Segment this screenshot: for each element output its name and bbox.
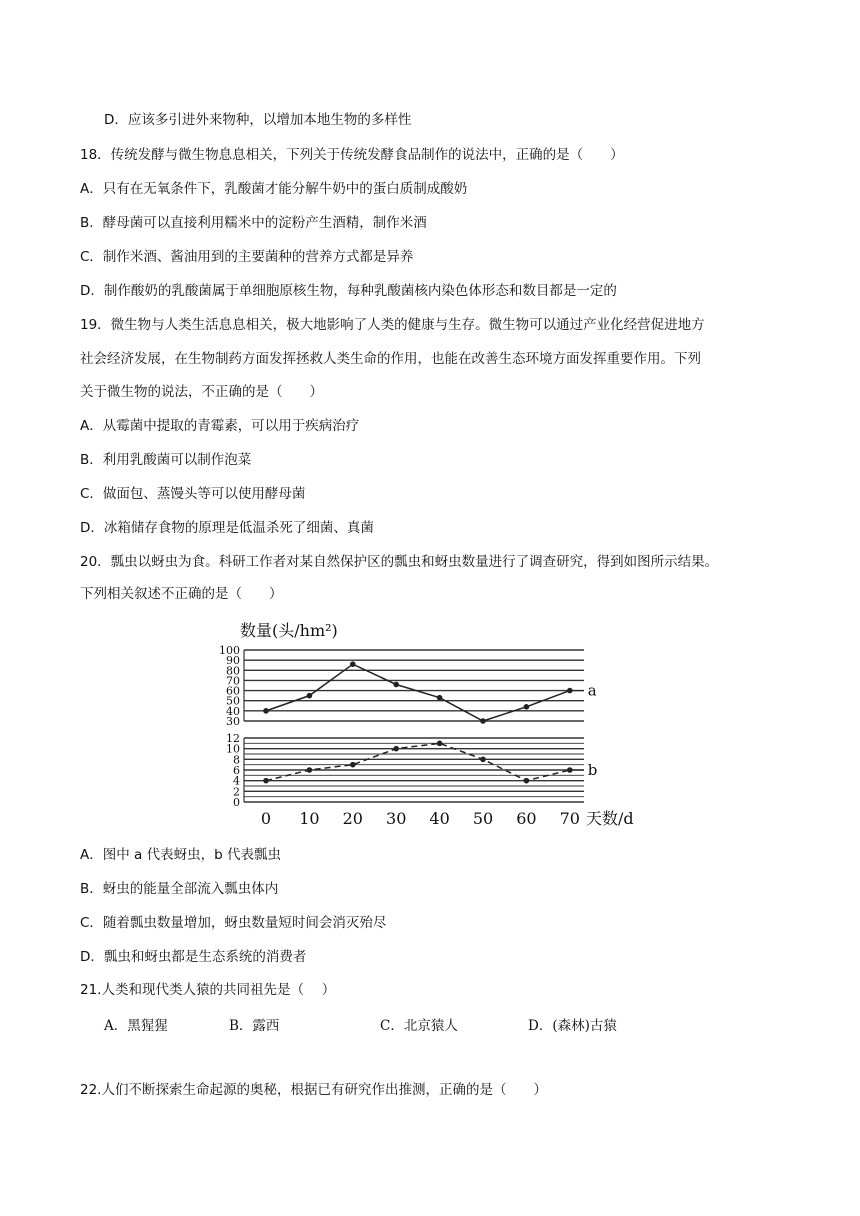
data-point-a: [263, 708, 269, 714]
data-point-a: [350, 661, 356, 667]
data-point-b: [524, 778, 530, 784]
y-tick-label-upper: 60: [226, 684, 240, 698]
chart-x-axis-label: 天数/d: [586, 809, 634, 828]
q18-option-b: B．酵母菌可以直接利用糯米中的淀粉产生酒精，制作米酒: [80, 215, 427, 231]
x-tick-label: 70: [559, 809, 580, 828]
q21-options-row: [0, 1014, 860, 1034]
chart-svg: [214, 618, 646, 832]
q20-stem-line1: 20．瓢虫以蚜虫为食。科研工作者对某自然保护区的瓢虫和蚜虫数量进行了调查研究，得到如图所示结果。: [80, 554, 719, 570]
q21-stem: 21.人类和现代类人猿的共同祖先是（ ）: [80, 982, 336, 998]
q20-option-b: B．蚜虫的能量全部流入瓢虫体内: [80, 881, 279, 897]
x-tick-label: 0: [260, 809, 272, 828]
y-tick-label-lower: 4: [233, 774, 240, 788]
y-tick-label-lower: 8: [233, 753, 240, 767]
q18-option-c: C．制作米酒、酱油用到的主要菌种的营养方式都是异养: [80, 249, 414, 265]
q20-option-a: A．图中 a 代表蚜虫，b 代表瓢虫: [80, 847, 281, 863]
data-point-b: [263, 778, 269, 784]
data-point-b: [350, 762, 356, 768]
data-point-b: [307, 767, 313, 773]
y-tick-label-upper: 80: [226, 664, 240, 678]
y-tick-label-upper: 100: [219, 644, 240, 657]
chart-axes: [219, 644, 580, 828]
series-label-a: a: [587, 681, 597, 700]
x-tick-label: 20: [342, 809, 363, 828]
series-label-b: b: [587, 761, 598, 779]
y-tick-label-upper: 70: [226, 674, 240, 688]
y-tick-label-lower: 0: [233, 796, 240, 809]
data-point-a: [480, 718, 486, 724]
data-point-a: [307, 693, 313, 699]
data-point-a: [524, 704, 530, 710]
series-line-a: [266, 664, 570, 721]
chart-series: [263, 661, 597, 783]
q18-option-d: D．制作酸奶的乳酸菌属于单细胞原核生物，每种乳酸菌核内染色体形态和数目都是一定的: [80, 283, 617, 299]
y-tick-label-lower: 6: [233, 764, 240, 777]
q19-option-a: A．从霉菌中提取的青霉素，可以用于疾病治疗: [80, 418, 360, 434]
y-tick-label-upper: 30: [226, 715, 240, 728]
q19-stem-line3: 关于微生物的说法，不正确的是（ ）: [80, 384, 323, 400]
population-line-chart: [214, 618, 646, 832]
q17-option-d: D．应该多引进外来物种，以增加本地生物的多样性: [104, 112, 412, 128]
q21-option-c: C．北京猿人: [380, 1018, 458, 1034]
y-tick-label-upper: 40: [226, 704, 240, 718]
q21-option-d: D．(森林)古猿: [528, 1018, 617, 1034]
data-point-b: [480, 757, 486, 763]
data-point-a: [393, 682, 399, 688]
q19-stem-line1: 19．微生物与人类生活息息相关，极大地影响了人类的健康与生存。微生物可以通过产业化经营促进地方: [80, 317, 705, 333]
chart-title: 数量(头/hm²): [240, 621, 338, 640]
x-tick-label: 30: [386, 809, 407, 828]
q18-stem: 18．传统发酵与微生物息息相关，下列关于传统发酵食品制作的说法中，正确的是（ ）: [80, 147, 624, 163]
y-tick-label-upper: 50: [226, 694, 240, 708]
y-tick-label-lower: 10: [226, 742, 240, 756]
q18-option-a: A．只有在无氧条件下，乳酸菌才能分解牛奶中的蛋白质制成酸奶: [80, 181, 468, 197]
q20-stem-line2: 下列相关叙述不正确的是（ ）: [80, 586, 283, 602]
data-point-a: [437, 695, 443, 701]
y-tick-label-lower: 2: [233, 785, 240, 799]
q19-option-d: D．冰箱储存食物的原理是低温杀死了细菌、真菌: [80, 520, 374, 536]
x-tick-label: 40: [429, 809, 450, 828]
q22-stem: 22.人们不断探索生命起源的奥秘，根据已有研究作出推测，正确的是（ ）: [80, 1082, 547, 1098]
q21-option-a: A．黑猩猩: [104, 1018, 168, 1034]
y-tick-label-lower: 12: [226, 732, 240, 745]
q20-option-c: C．随着瓢虫数量增加，蚜虫数量短时间会消灭殆尽: [80, 915, 387, 931]
q19-option-b: B．利用乳酸菌可以制作泡菜: [80, 452, 252, 468]
q20-option-d: D．瓢虫和蚜虫都是生态系统的消费者: [80, 949, 307, 965]
q19-stem-line2: 社会经济发展，在生物制药方面发挥拯救人类生命的作用，也能在改善生态环境方面发挥重要作用。下列: [80, 351, 701, 367]
chart-grid: [244, 650, 584, 802]
y-tick-label-upper: 90: [226, 654, 240, 668]
q19-option-c: C．做面包、蒸馒头等可以使用酵母菌: [80, 486, 306, 502]
x-tick-label: 10: [299, 809, 320, 828]
x-tick-label: 50: [472, 809, 494, 828]
x-tick-label: 60: [516, 809, 537, 828]
data-point-b: [393, 746, 399, 752]
data-point-b: [437, 741, 443, 747]
q21-option-b: B．露西: [229, 1018, 280, 1034]
